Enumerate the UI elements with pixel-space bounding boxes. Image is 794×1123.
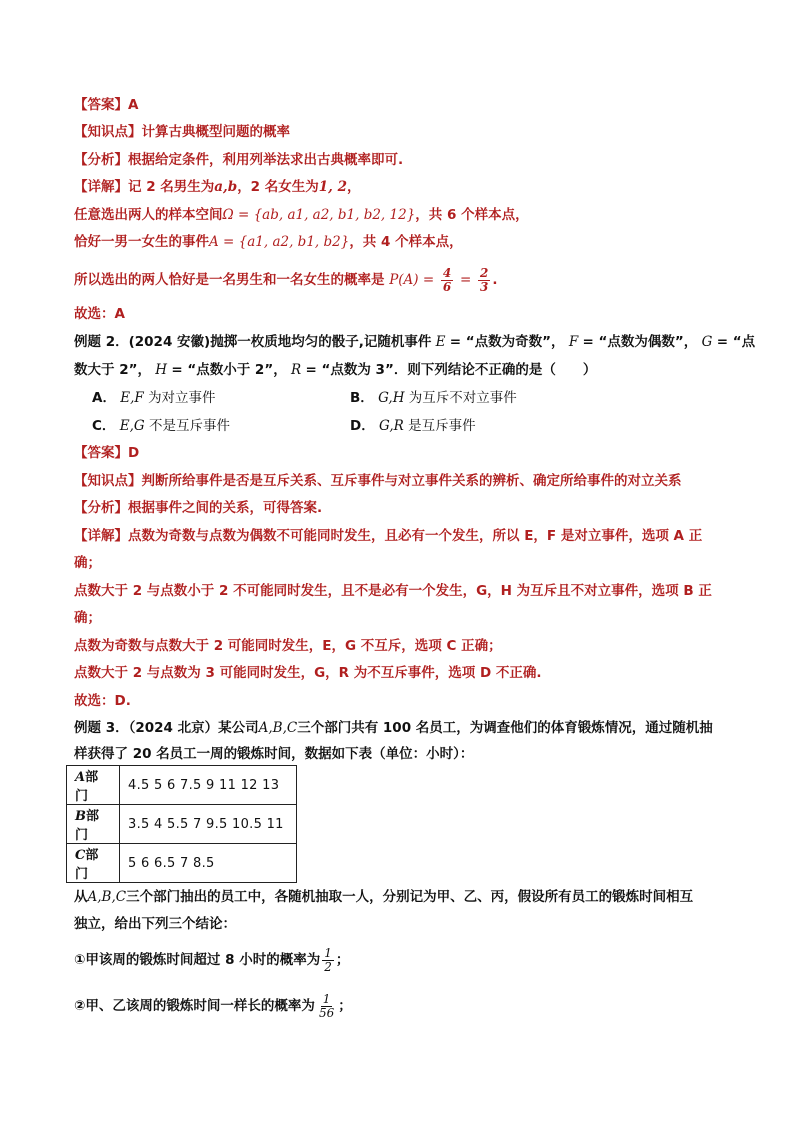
answer-line-1 (74, 95, 138, 115)
question-3-line-4: 独立，给出下列三个结论： (74, 916, 236, 932)
analysis-line-1 (74, 150, 403, 170)
detail-line-3: 恰好一男一女生的事件A = {a1, a2, b1, b2}，共 4 个样本点， (74, 234, 463, 250)
question-2-line-2: 数大于 2”， H = “点数小于 2”， R = “点数为 3”．则下列结论不正确的是（ ） (74, 362, 597, 378)
option-b[interactable]: B． G,H 为互斥不对立事件 (350, 390, 517, 406)
table-row: B部门 3.5 4 5.5 7 9.5 10.5 11 (67, 805, 297, 844)
question-2-line-1: 例题 2．(2024 安徽)抛掷一枚质地均匀的骰子,记随机事件 E = “点数为奇数”， F = “点数为偶数”， G = “点 (74, 334, 756, 350)
conclusion-2: ②甲、乙该周的锻炼时间一样长的概率为 $\frac{1}{56}$ ； (74, 991, 352, 1020)
fraction: $\frac{4}{6}$ (442, 265, 452, 294)
choose-line-1: 故选：A (74, 306, 125, 322)
answer-tag: 【答案】 (74, 97, 128, 113)
question-3-line-3: 从A,B,C三个部门抽出的员工中，各随机抽取一人，分别记为甲、乙、丙，假设所有员工的锻炼时间相互 (74, 889, 694, 905)
knowledge-point-line-2: 【知识点】判断所给事件是否是互斥关系、互斥事件与对立事件关系的辨析、确定所给事件的对立关系 (74, 473, 682, 489)
knowledge-point-text: 计算古典概型问题的概率 (141, 124, 290, 140)
detail-line-2-1b: 确； (74, 555, 101, 571)
table-row: C部门 5 6 6.5 7 8.5 (67, 844, 297, 883)
option-d[interactable]: D． G,R 是互斥事件 (350, 418, 476, 434)
exercise-time-table (66, 765, 297, 883)
question-3-line-2: 样获得了 20 名员工一周的锻炼时间，数据如下表（单位：小时）： (74, 746, 474, 762)
option-a[interactable]: A． E,F 为对立事件 (92, 390, 216, 406)
detail-line-2-2: 点数大于 2 与点数小于 2 不可能同时发生，且不是必有一个发生，G，H 为互斥且不对立事件，选项 B 正 (74, 583, 712, 599)
analysis-line-2: 【分析】根据事件之间的关系，可得答案. (74, 500, 323, 516)
table-row: A部门 4.5 5 6 7.5 9 11 12 13 (67, 766, 297, 805)
detail-line-1: 【详解】记 2 名男生为a,b，2 名女生为1, 2， (74, 179, 361, 195)
detail-line-4: 所以选出的两人恰好是一名男生和一名女生的概率是 P(A) = $\frac{4}{6}$ = $\frac{2}{3}$ . (74, 265, 498, 294)
detail-line-2: 任意选出两人的样本空间Ω = {ab, a1, a2, b1, b2, 12}，共 6 个样本点， (74, 207, 529, 223)
analysis-tag: 【分析】 (74, 152, 128, 168)
detail-line-2-2b: 确； (74, 610, 101, 626)
detail-line-2-1: 【详解】点数为奇数与点数为偶数不可能同时发生，且必有一个发生，所以 E，F 是对立事件，选项 A 正 (74, 528, 703, 544)
fraction: $\frac{1}{2}$ (324, 945, 332, 974)
analysis-text: 根据给定条件，利用列举法求出古典概率即可. (128, 152, 404, 168)
answer-line-2: 【答案】D (74, 445, 140, 461)
fraction: $\frac{1}{56}$ (318, 991, 335, 1020)
knowledge-point-line-1 (74, 122, 290, 142)
knowledge-point-tag: 【知识点】 (74, 124, 142, 140)
detail-tag: 【详解】 (74, 179, 128, 195)
conclusion-1: ①甲该周的锻炼时间超过 8 小时的概率为 $\frac{1}{2}$ ； (74, 945, 350, 974)
option-c[interactable]: C． E,G 不是互斥事件 (92, 418, 230, 434)
answer-value: A (128, 97, 139, 113)
question-3-line-1: 例题 3．（2024 北京）某公司A,B,C三个部门共有 100 名员工，为调查他们的体育锻炼情况，通过随机抽 (74, 720, 713, 736)
detail-line-2-4: 点数大于 2 与点数为 3 可能同时发生，G，R 为不互斥事件，选项 D 不正确. (74, 665, 542, 681)
fraction: $\frac{2}{3}$ (479, 265, 489, 294)
choose-line-2: 故选：D. (74, 693, 131, 709)
detail-line-2-3: 点数为奇数与点数大于 2 可能同时发生，E，G 不互斥，选项 C 正确； (74, 638, 502, 654)
